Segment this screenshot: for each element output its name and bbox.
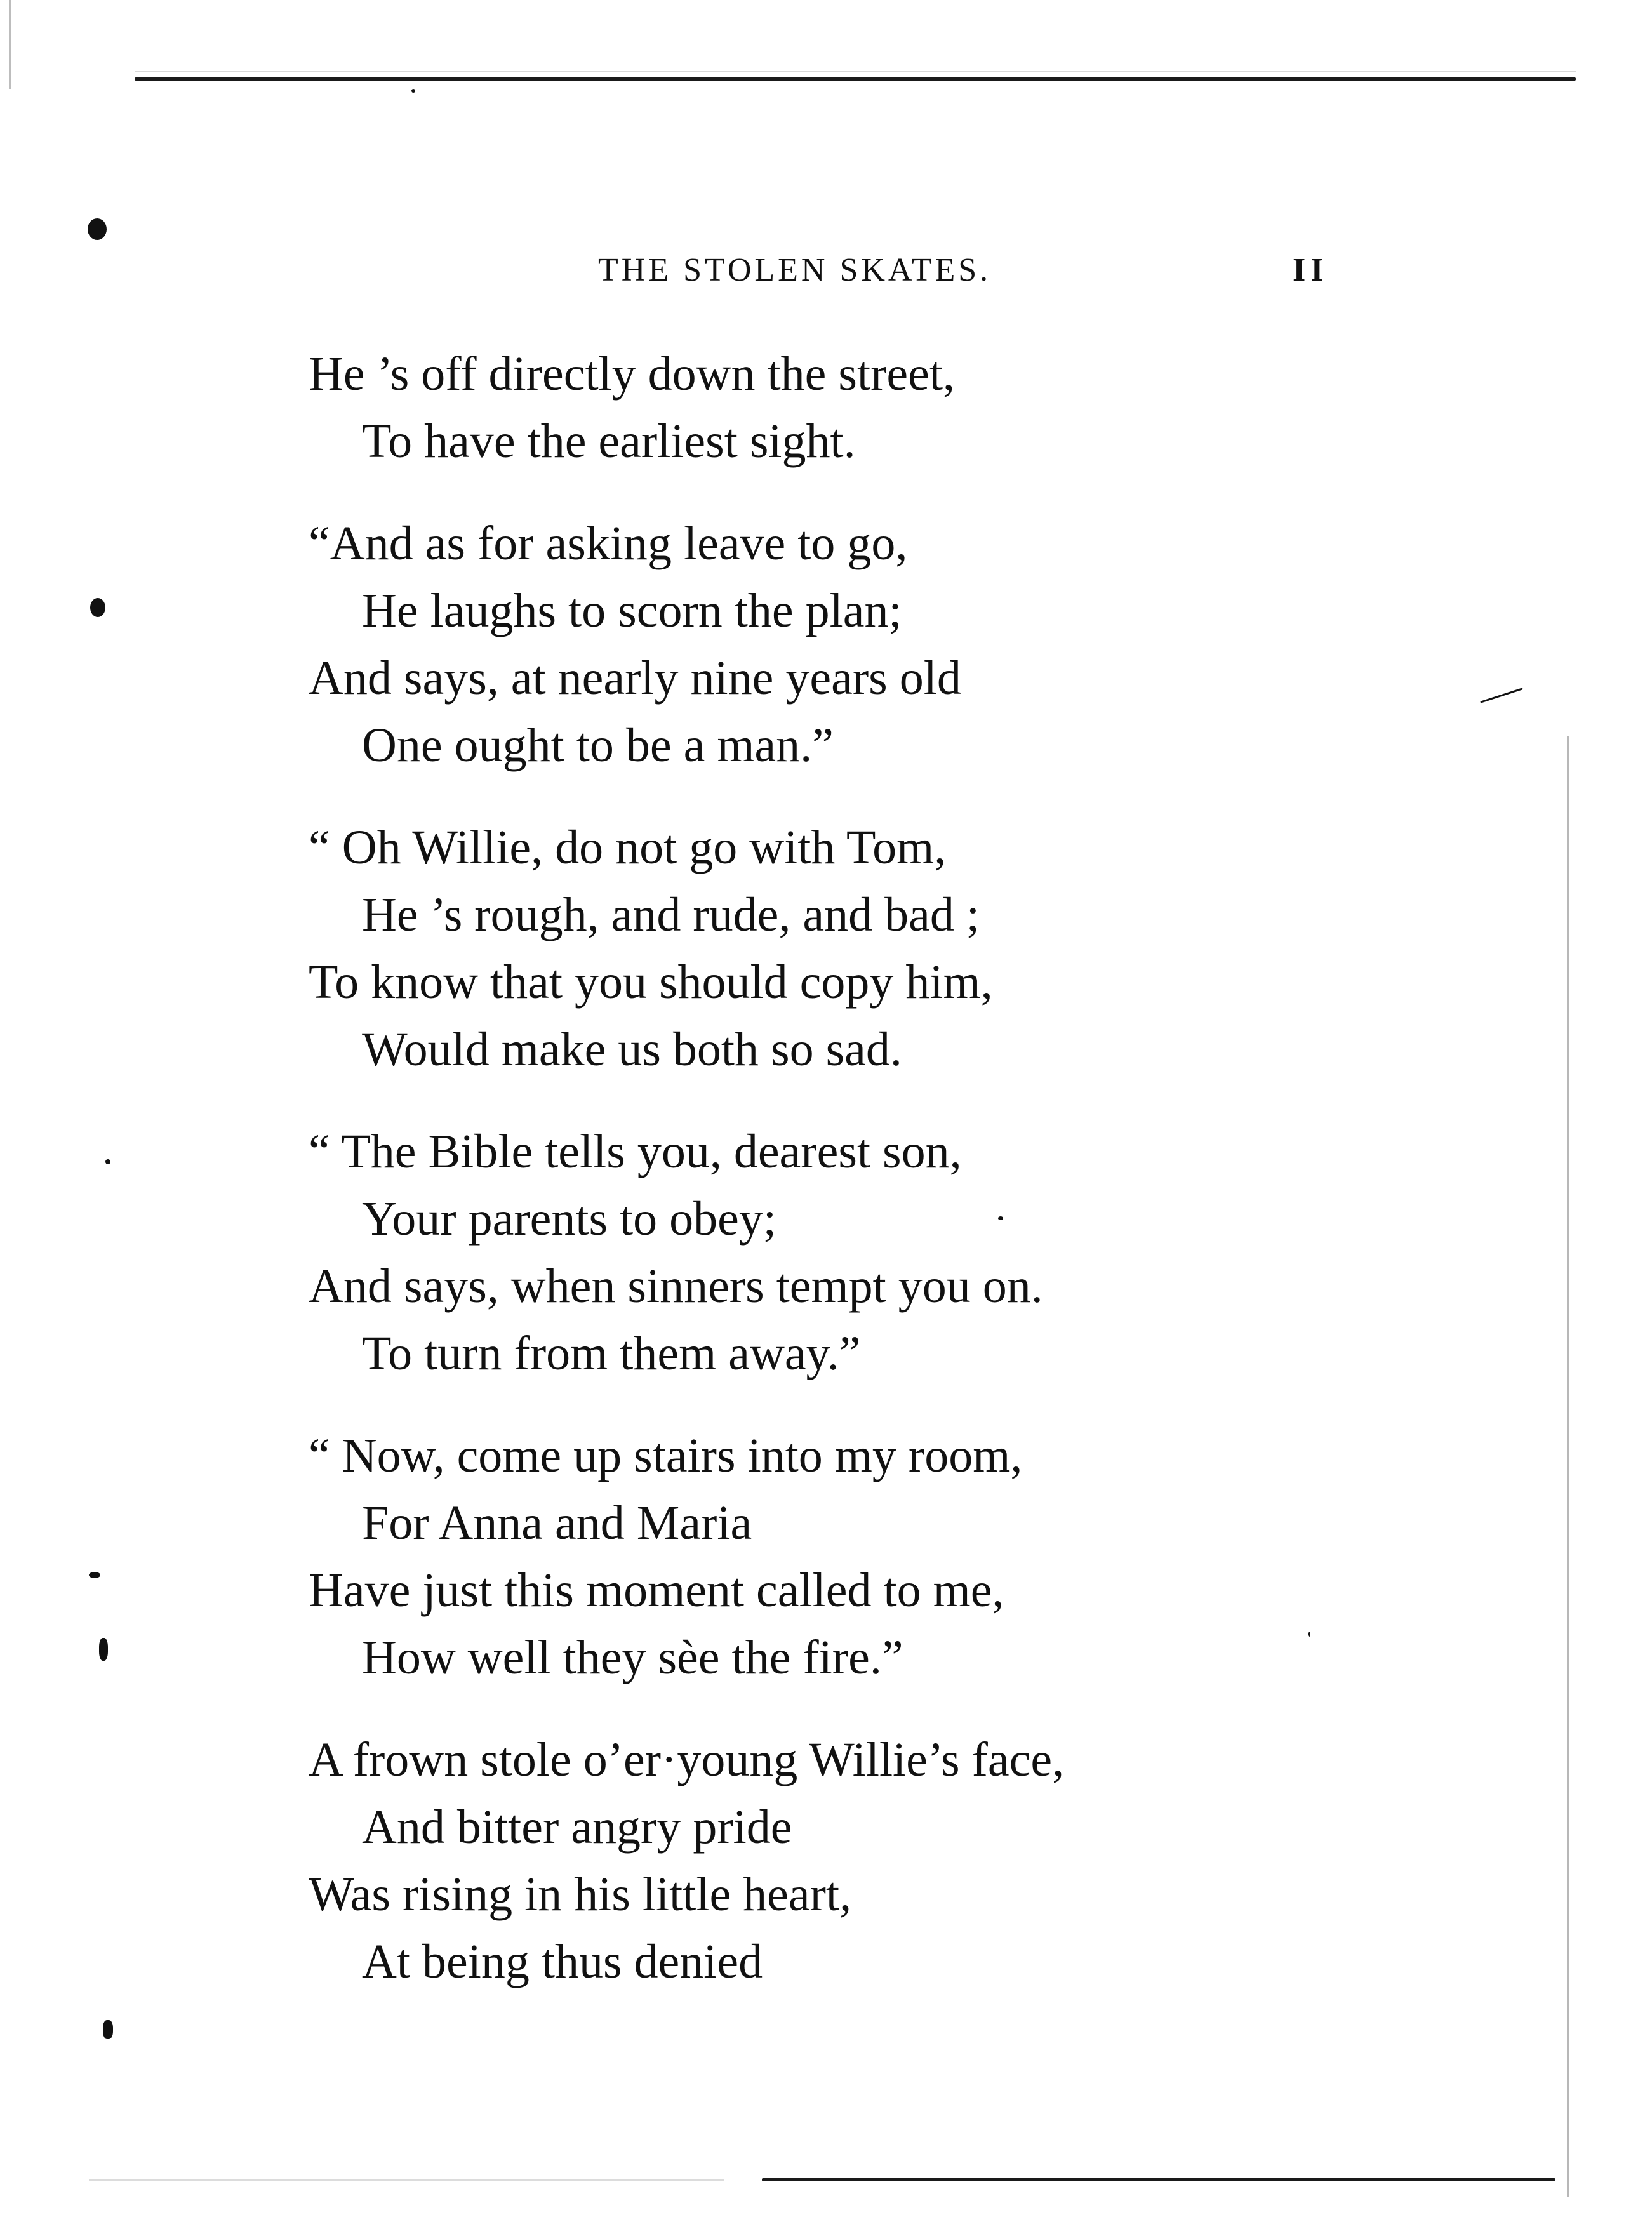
poem-line: One ought to be a man.”: [362, 719, 834, 772]
poem-line: He ’s off directly down the street,: [309, 347, 955, 401]
right-edge-line: [1567, 736, 1569, 2197]
stanza-gap: [309, 779, 1515, 814]
poem-line: Would make us both so sad.: [362, 1023, 902, 1076]
ink-speck: [105, 1159, 110, 1164]
poem-line: “And as for asking leave to go,: [309, 517, 908, 570]
stanza: [309, 1422, 1515, 1691]
stanza-gap: [309, 1083, 1515, 1118]
ink-speck: [90, 598, 105, 617]
poem-line: Your parents to obey;: [362, 1192, 777, 1246]
poem-line: To know that you should copy him,: [309, 955, 993, 1009]
poem-line: And bitter angry pride: [362, 1800, 792, 1854]
top-rule-faint: [135, 71, 1576, 72]
ink-speck: [88, 218, 107, 240]
poem-line: He laughs to scorn the plan;: [362, 584, 902, 637]
running-head: [0, 246, 1652, 297]
ink-speck: [89, 1572, 100, 1578]
poem-line: And says, when sinners tempt you on.: [309, 1260, 1043, 1313]
poem-line: To have the earliest sight.: [362, 415, 856, 468]
poem-line: For Anna and Maria: [362, 1496, 752, 1550]
poem-line: At being thus denied: [362, 1935, 763, 1988]
poem-line: “ The Bible tells you, dearest son,: [309, 1125, 962, 1178]
top-rule: [135, 77, 1576, 81]
running-title: THE STOLEN SKATES.: [598, 252, 992, 288]
stanza-gap: [309, 475, 1515, 510]
bottom-rule-faint: [89, 2179, 724, 2181]
ink-speck: [99, 1638, 108, 1661]
ink-speck: [411, 89, 415, 93]
bottom-rule: [762, 2178, 1555, 2181]
stanza: [309, 340, 1515, 475]
poem-line: And says, at nearly nine years old: [309, 651, 961, 705]
poem-line: He ’s rough, and rude, and bad ;: [362, 888, 980, 941]
stanza-gap: [309, 1691, 1515, 1726]
ink-speck: [103, 2020, 113, 2039]
stanza: [309, 814, 1515, 1083]
poem-line: A frown stole o’er·young Willie’s face,: [309, 1733, 1065, 1786]
poem-line: To turn from them away.”: [362, 1327, 861, 1380]
stanza: [309, 510, 1515, 779]
poem-line: “ Oh Willie, do not go with Tom,: [309, 821, 947, 874]
poem-line: How well they sèe the fire.”: [362, 1631, 903, 1684]
poem: [309, 340, 1515, 1995]
stanza: [309, 1726, 1515, 1995]
poem-line: “ Now, come up stairs into my room,: [309, 1429, 1023, 1482]
page-number: II: [1293, 252, 1329, 288]
poem-line: Was rising in his little heart,: [309, 1868, 852, 1921]
stanza: [309, 1118, 1515, 1387]
left-edge-line: [9, 0, 11, 89]
poem-line: Have just this moment called to me,: [309, 1564, 1004, 1617]
stanza-gap: [309, 1387, 1515, 1422]
